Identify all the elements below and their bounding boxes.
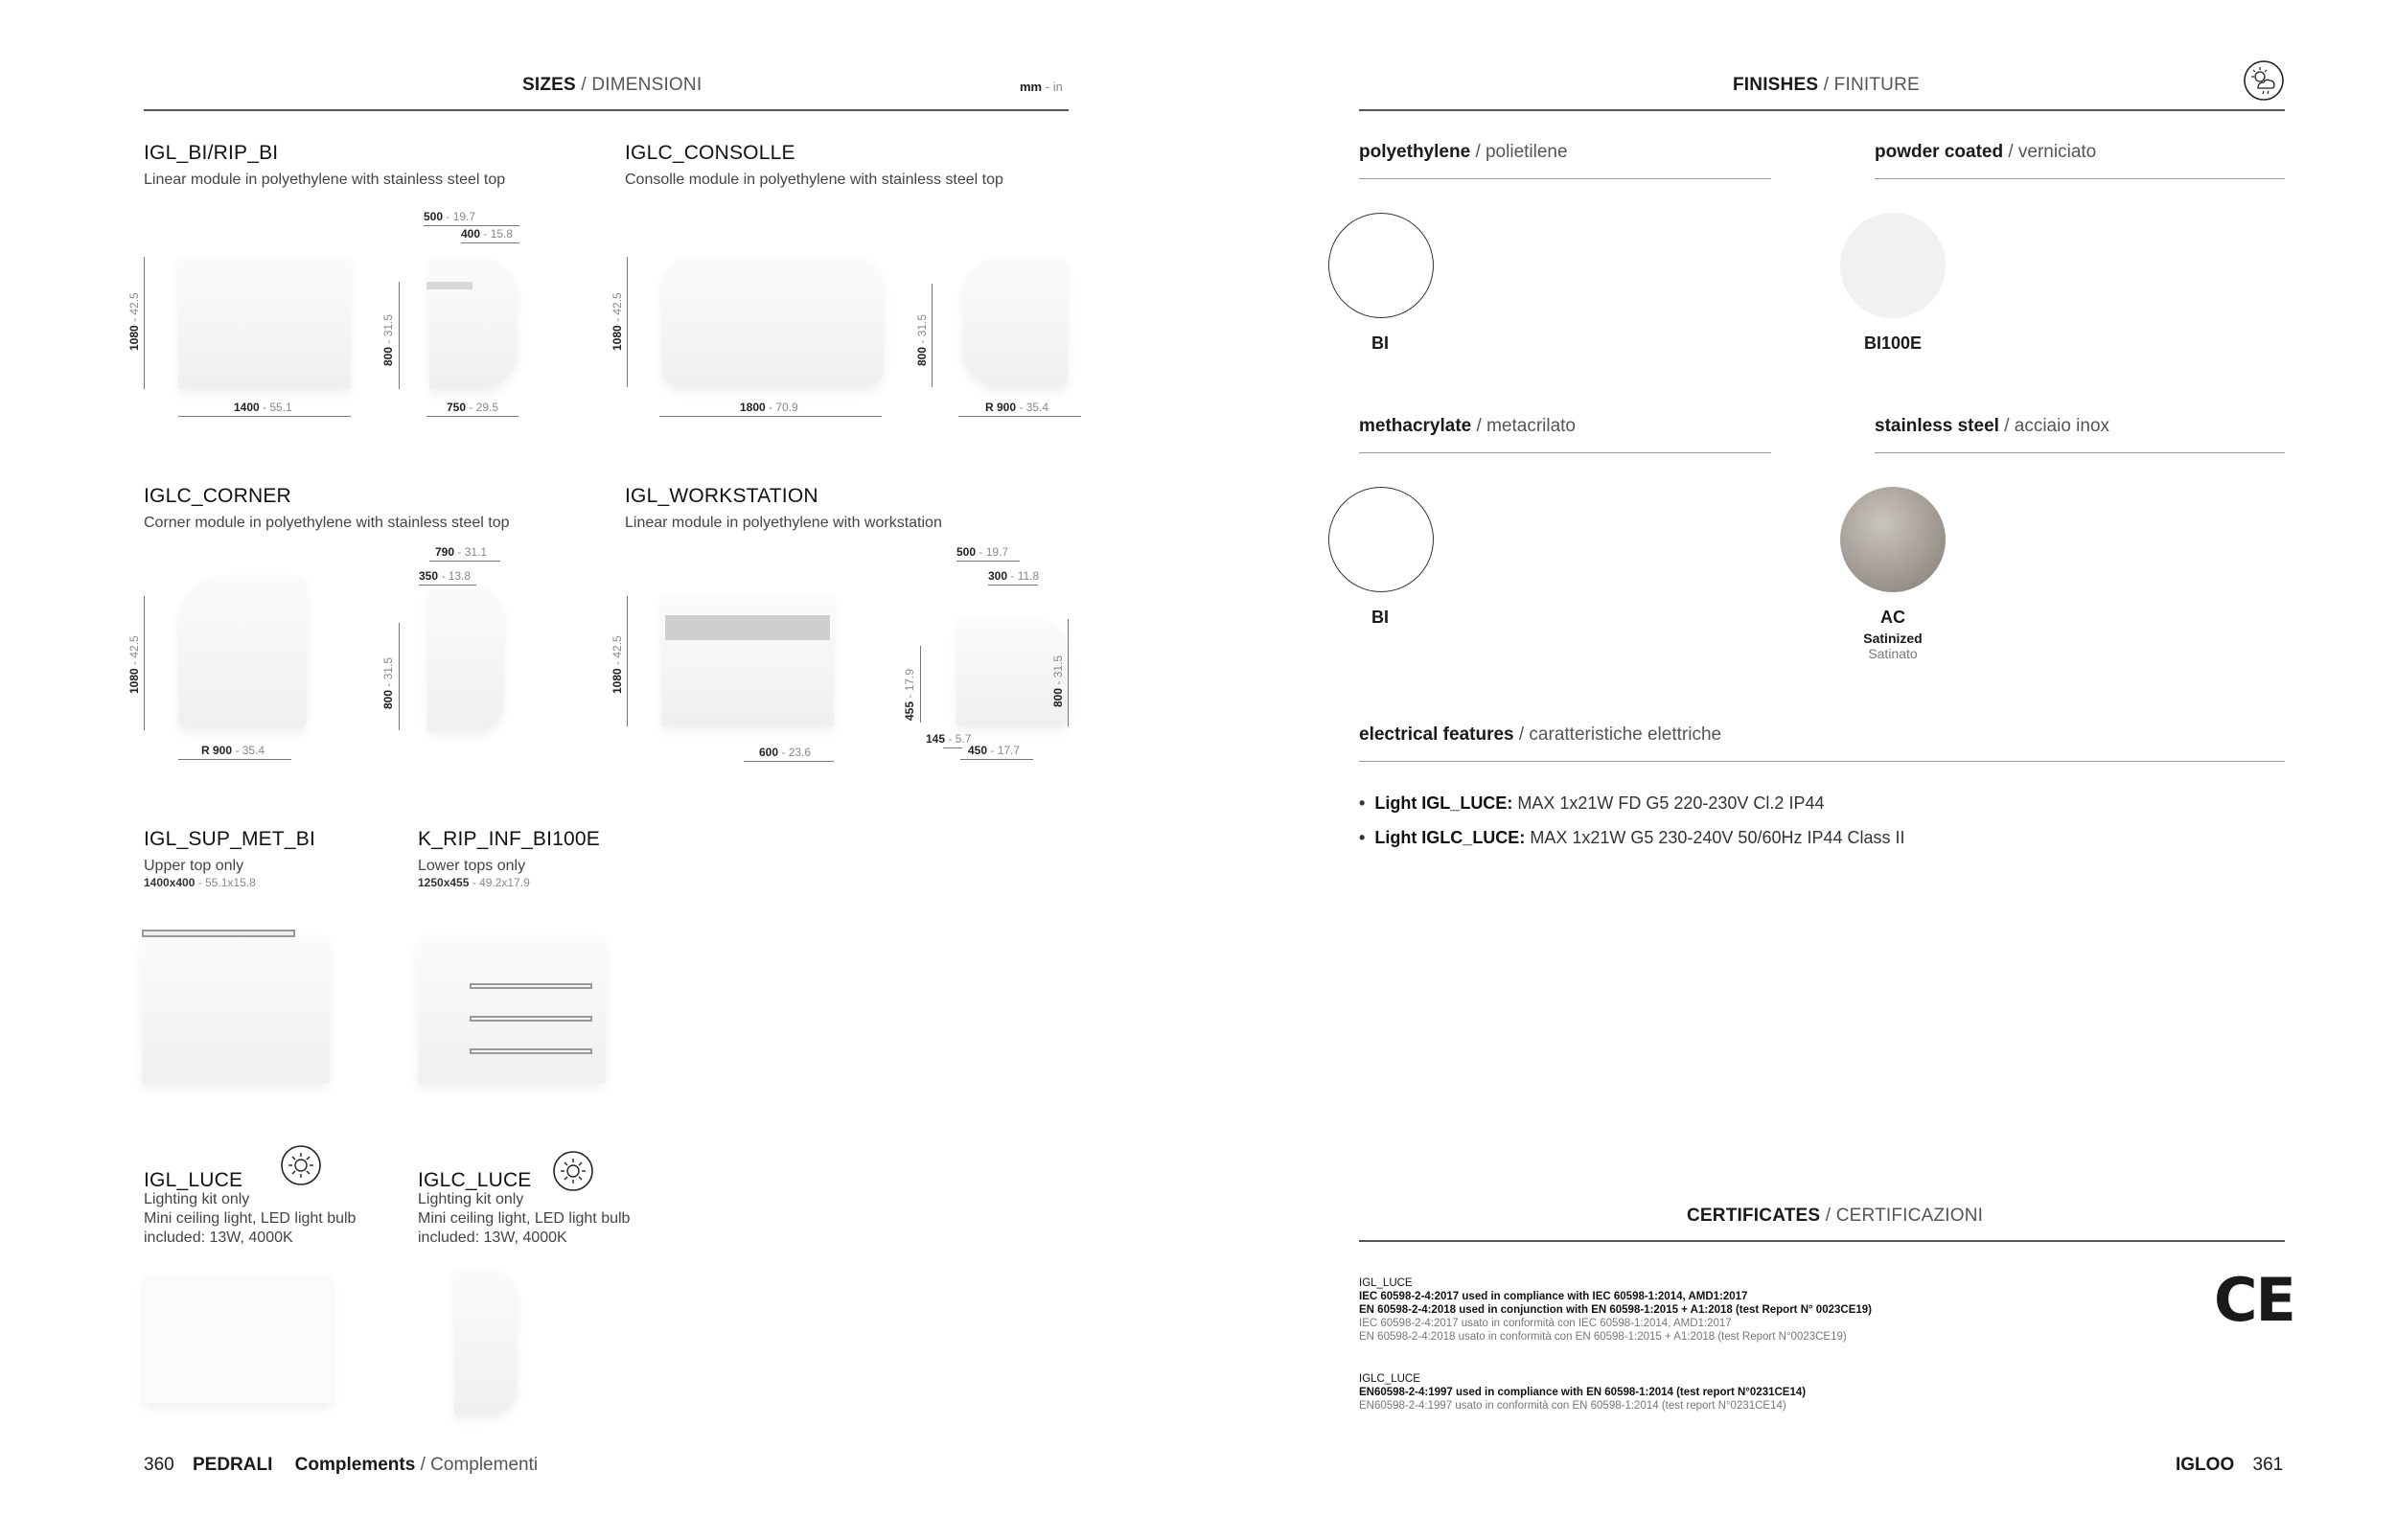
electrical-bullet-iglc-luce: • Light IGLC_LUCE: MAX 1x21W G5 230-240V 50/60Hz IP44 Class II (1359, 828, 1905, 847)
product-desc-igl-bi: Linear module in polyethylene with stainless steel top (144, 172, 506, 188)
page-number: 360 (144, 1455, 174, 1475)
swatch-bi100e[interactable] (1840, 213, 1946, 318)
dim-d4-top1: 500 - 19.7 (956, 545, 1009, 559)
dim-d1-top2: 400 - 15.8 (461, 227, 514, 241)
product-desc2-igl-luce: Mini ceiling light, LED light bulb (144, 1210, 357, 1227)
igl-sup-met-bi-image (142, 935, 330, 1083)
product-desc-iglc-corner: Corner module in polyethylene with stainless steel top (144, 515, 510, 531)
k-rip-inf-shelf2 (470, 1016, 592, 1022)
product-desc3-iglc-luce: included: 13W, 4000K (418, 1230, 567, 1246)
swatch-ac-satinized[interactable] (1840, 487, 1946, 592)
dim-d3-top1: 790 - 31.1 (435, 545, 488, 559)
swatch-sub-satinized: Satinized (1863, 631, 1923, 646)
product-title-iglc-luce: IGLC_LUCE (418, 1169, 532, 1191)
finishes-rule (1359, 109, 2285, 111)
swatch-code-ac: AC (1880, 608, 1905, 627)
cert-iglc-luce: IGLC_LUCE EN60598-2-4:1997 used in compliance with EN 60598-1:2014 (test report N°0231CE14) EN60598-2-4:1997 usato in conformità con EN 60598-1:2014 (test report N°0231CE14) (1359, 1373, 1807, 1412)
igl-sup-met-bi-top-image (142, 930, 295, 937)
product-title-k-rip-inf: K_RIP_INF_BI100E (418, 828, 600, 850)
product-desc-igl-workstation: Linear module in polyethylene with workstation (625, 515, 942, 531)
outdoor-weather-icon (2243, 59, 2285, 102)
dim-d4-width: 600 - 23.6 (759, 746, 812, 759)
section-name: Complements (294, 1455, 416, 1475)
iglc-consolle-front-image (661, 257, 884, 387)
dim-d3-top2: 350 - 13.8 (419, 569, 472, 583)
dim-d4-width3: 450 - 17.7 (968, 744, 1021, 757)
iglc-consolle-side-image (962, 257, 1068, 387)
iglc-corner-front-image (178, 575, 307, 728)
product-desc2-iglc-luce: Mini ceiling light, LED light bulb (418, 1210, 631, 1227)
finish-group-polyethylene: polyethylene / polietilene (1359, 142, 1568, 162)
swatch-sub-satinato: Satinato (1868, 646, 1918, 661)
swatch-code-bi100e: BI100E (1863, 333, 1923, 353)
igl-workstation-desk-image (665, 615, 830, 640)
dim-d1-height: 1080 - 42.5 (127, 292, 141, 351)
iglc-luce-image (454, 1269, 518, 1414)
product-dim-igl-sup-met-bi: 1400x400 - 55.1x15.8 (144, 876, 256, 889)
cert-igl-luce: IGL_LUCE IEC 60598-2-4:2017 used in compliance with IEC 60598-1:2014, AMD1:2017 EN 60598-2-4:2018 used in conjunction with EN 60598-1:2015 + A1:2018 (test Report N° 0023CE19) IEC 60598-2-4:2017 usato in conformità con IEC 60598-1:2014, AMD1:2017 EN 60598-2-4:2018 usato in conformità con EN 60598-1:2015 + A1:2018 (test Report N°0023CE19) (1359, 1277, 1872, 1343)
collection-name: IGLOO (2176, 1455, 2235, 1475)
dim-d1-width2: 750 - 29.5 (447, 401, 499, 414)
light-bulb-icon (552, 1150, 594, 1192)
finish-group-powder-coated: powder coated / verniciato (1875, 142, 2097, 162)
finish-group-stainless-steel: stainless steel / acciaio inox (1875, 416, 2110, 436)
swatch-bi-polyethylene[interactable] (1328, 213, 1434, 318)
units-label: mm - in (1020, 80, 1063, 94)
product-title-igl-luce: IGL_LUCE (144, 1169, 243, 1191)
product-title-igl-bi: IGL_BI/RIP_BI (144, 142, 279, 164)
dim-d4-height: 1080 - 42.5 (611, 635, 624, 694)
electrical-header: electrical features / caratteristiche elettriche (1359, 724, 1722, 745)
product-title-igl-sup-met-bi: IGL_SUP_MET_BI (144, 828, 316, 850)
iglc-corner-side-image (427, 586, 504, 730)
dim-d3-height: 1080 - 42.5 (127, 635, 141, 694)
finishes-header: FINISHES / FINITURE (1733, 75, 1920, 95)
footer-right (2176, 1455, 2283, 1476)
swatch-code-bi: BI (1371, 333, 1389, 353)
product-dim-k-rip-inf: 1250x455 - 49.2x17.9 (418, 876, 530, 889)
k-rip-inf-shelf3 (470, 1048, 592, 1054)
igl-luce-image (144, 1275, 332, 1403)
brand-name: PEDRALI (192, 1455, 273, 1475)
electrical-bullet-igl-luce: • Light IGL_LUCE: MAX 1x21W FD G5 220-230V Cl.2 IP44 (1359, 793, 1825, 813)
dim-d1-height2: 800 - 31.5 (381, 313, 395, 366)
dim-d2-width2: R 900 - 35.4 (985, 401, 1049, 414)
ce-mark-icon: CE (2214, 1265, 2294, 1335)
dim-d3-width: R 900 - 35.4 (201, 744, 265, 757)
footer-left: 360 PEDRALI Complements / Complementi (144, 1455, 539, 1475)
product-title-igl-workstation: IGL_WORKSTATION (625, 485, 818, 507)
swatch-code-bi-2: BI (1371, 608, 1389, 627)
dim-d1-top1: 500 - 19.7 (424, 210, 476, 223)
product-desc-igl-sup-met-bi: Upper top only (144, 858, 244, 874)
sizes-header: SIZES / DIMENSIONI (522, 75, 703, 95)
igl-bi-front-image (178, 257, 351, 389)
product-desc3-igl-luce: included: 13W, 4000K (144, 1230, 293, 1246)
dim-d4-height3: 800 - 31.5 (1051, 655, 1065, 707)
dim-d2-height: 1080 - 42.5 (611, 292, 624, 351)
dim-d3-height2: 800 - 31.5 (381, 656, 395, 709)
dim-d4-top2: 300 - 11.8 (988, 569, 1040, 583)
igl-bi-side-image (429, 257, 518, 389)
sizes-rule (144, 109, 1069, 111)
product-desc-iglc-consolle: Consolle module in polyethylene with stainless steel top (625, 172, 1003, 188)
k-rip-inf-shelf1 (470, 983, 592, 989)
dim-d1-width: 1400 - 55.1 (234, 401, 292, 414)
finish-group-methacrylate: methacrylate / metacrilato (1359, 416, 1576, 436)
product-desc-iglc-luce: Lighting kit only (418, 1191, 524, 1207)
dim-d2-width: 1800 - 70.9 (740, 401, 798, 414)
dim-d4-width2: 145 - 5.7 (926, 732, 972, 746)
swatch-bi-methacrylate[interactable] (1328, 487, 1434, 592)
k-rip-inf-image (418, 935, 606, 1083)
product-title-iglc-consolle: IGLC_CONSOLLE (625, 142, 795, 164)
dim-d2-height2: 800 - 31.5 (915, 313, 929, 366)
product-title-iglc-corner: IGLC_CORNER (144, 485, 291, 507)
page-number-right: 361 (2252, 1455, 2284, 1475)
certificates-header: CERTIFICATES / CERTIFICAZIONI (1687, 1206, 1984, 1226)
dim-d4-height2: 455 - 17.9 (903, 668, 916, 721)
product-desc-k-rip-inf: Lower tops only (418, 858, 526, 874)
igl-bi-top-image (426, 282, 472, 289)
product-desc-igl-luce: Lighting kit only (144, 1191, 250, 1207)
light-bulb-icon (280, 1144, 322, 1186)
